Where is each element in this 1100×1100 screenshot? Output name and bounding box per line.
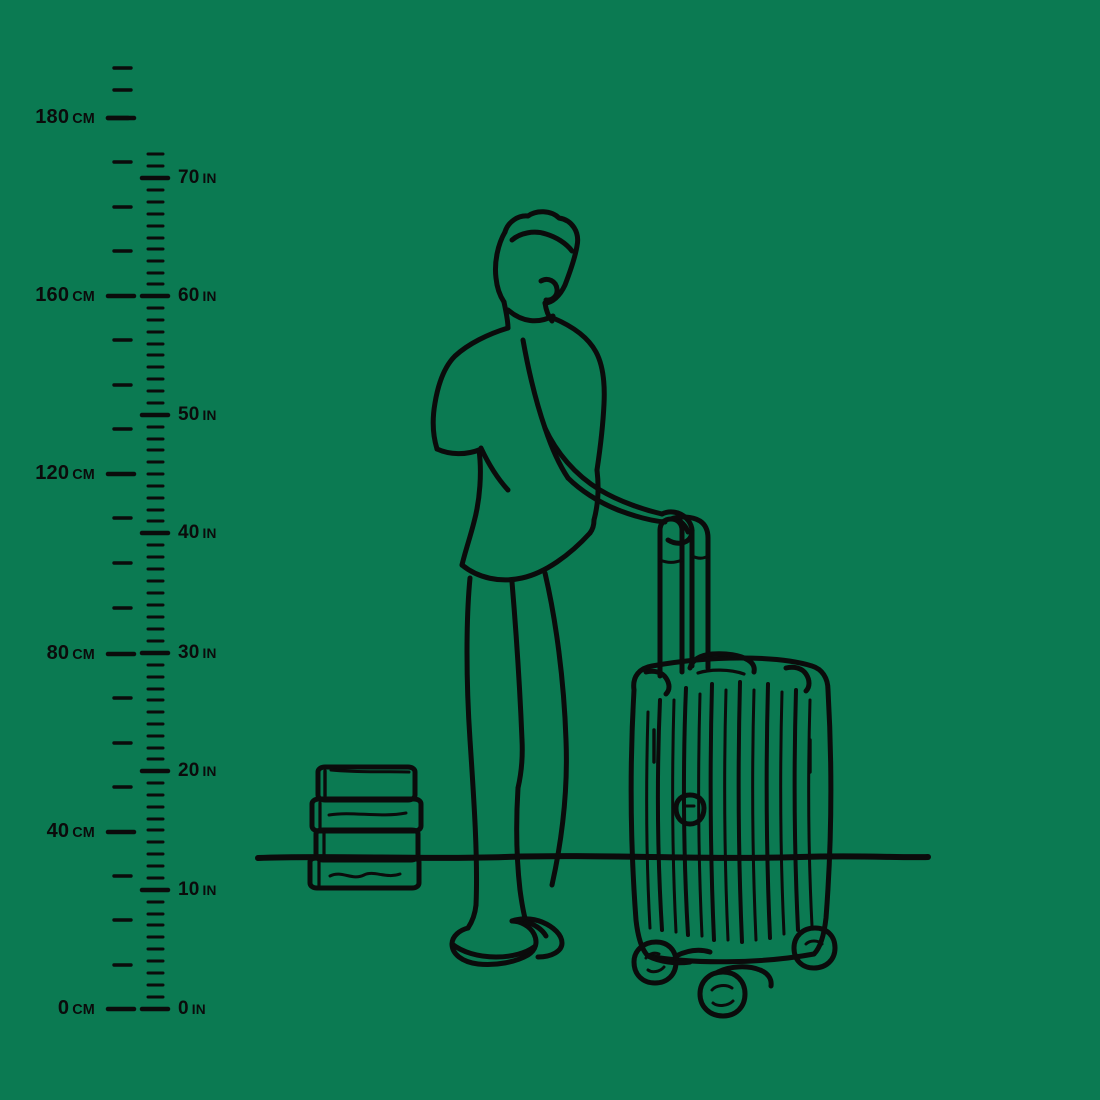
cm-tick-unit: CM [72,111,95,127]
inch-tick-unit: IN [202,526,217,541]
inch-tick-label [178,642,217,664]
inch-tick-label [178,167,217,189]
inch-tick-label [178,404,217,426]
cm-tick-label [20,820,95,843]
cm-tick-value: 80 [46,642,70,664]
cm-tick-label [20,462,95,485]
inch-tick-value: 30 [178,642,200,663]
cm-tick-unit: CM [72,1002,95,1018]
inch-tick-label [178,879,217,901]
inch-tick-unit: IN [202,171,217,186]
inch-tick-value: 40 [178,522,200,543]
inch-tick-unit: IN [202,289,217,304]
cm-tick-value: 120 [35,462,70,484]
inch-tick-label [178,760,217,782]
inch-tick-unit: IN [202,646,217,661]
cm-tick-unit: CM [72,825,95,841]
cm-tick-value: 180 [35,106,70,128]
cm-tick-value: 160 [35,284,70,306]
cm-tick-value: 0 [57,997,70,1019]
inch-tick-label [178,522,217,544]
inch-tick-value: 20 [178,760,200,781]
inch-tick-unit: IN [202,764,217,779]
cm-tick-label [20,642,95,665]
cm-tick-label [20,106,95,129]
cm-tick-value: 40 [46,820,70,842]
inch-tick-unit: IN [191,1002,206,1017]
inch-tick-unit: IN [202,408,217,423]
cm-tick-unit: CM [72,289,95,305]
inch-tick-value: 10 [178,879,200,900]
inch-tick-value: 70 [178,167,200,188]
inch-tick-label [178,285,217,307]
inch-tick-value: 0 [178,998,189,1019]
cm-tick-label [20,284,95,307]
inch-tick-label [178,998,206,1020]
cm-tick-unit: CM [72,467,95,483]
inch-tick-unit: IN [202,883,217,898]
cm-tick-label [20,997,95,1020]
cm-tick-unit: CM [72,647,95,663]
inch-tick-value: 50 [178,404,200,425]
inch-tick-value: 60 [178,285,200,306]
